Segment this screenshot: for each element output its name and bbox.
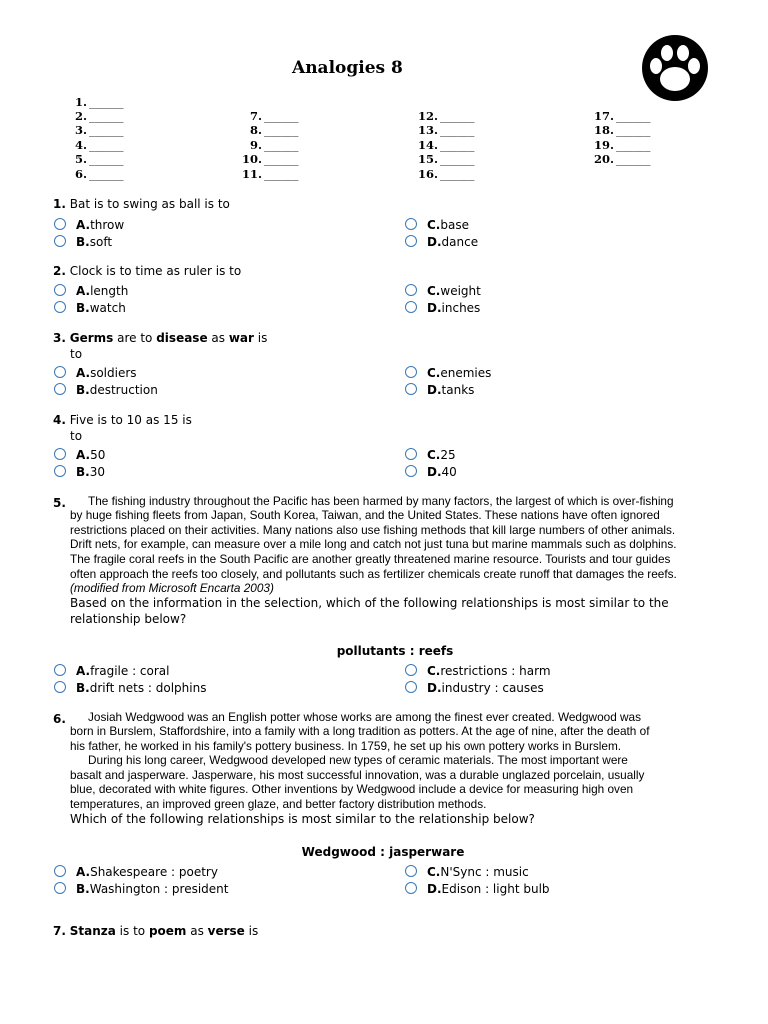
option-3c[interactable]: C.enemies bbox=[405, 366, 491, 381]
answer-slot[interactable]: 13. ______ bbox=[417, 123, 475, 137]
radio-button[interactable] bbox=[54, 284, 66, 296]
option-4d[interactable]: D.40 bbox=[405, 465, 457, 480]
radio-button[interactable] bbox=[405, 235, 417, 247]
radio-button[interactable] bbox=[405, 465, 417, 477]
question-3: 3. Germs are to disease as war is bbox=[53, 331, 268, 345]
radio-button[interactable] bbox=[405, 448, 417, 460]
passage-line: The fragile coral reefs in the South Pacific are another greatly threatened marine resource. Tourists and tour guides bbox=[70, 552, 671, 566]
question-4: 4. Five is to 10 as 15 is bbox=[53, 413, 192, 427]
passage-line: by huge fishing fleets from Japan, South Korea, Taiwan, and the United States. These nations have often ignored bbox=[70, 508, 660, 522]
passage-line: his father, he worked in his family's pottery business. In 1759, he set up his own pottery works in Burslem. bbox=[70, 739, 622, 753]
answer-slot[interactable]: 18. ______ bbox=[593, 123, 651, 137]
passage-line: Drift nets, for example, can measure over a mile long and catch not just tuna but marine mammals such as dolphins. bbox=[70, 537, 677, 551]
option-1a[interactable]: A.throw bbox=[54, 218, 124, 233]
answer-slot[interactable]: 10. ______ bbox=[241, 152, 299, 166]
option-5a[interactable]: A.fragile : coral bbox=[54, 664, 170, 679]
passage-line: blue, decorated with white figures. Other inventions by Wedgwood include a device for measuring high oven bbox=[70, 782, 634, 796]
radio-button[interactable] bbox=[54, 465, 66, 477]
question-5-number: 5. bbox=[53, 496, 66, 510]
option-1c[interactable]: C.base bbox=[405, 218, 469, 233]
radio-button[interactable] bbox=[405, 284, 417, 296]
question-4-continued: to bbox=[70, 429, 83, 443]
passage-line: Josiah Wedgwood was an English potter whose works are among the finest ever created. Wedgwood was bbox=[88, 710, 642, 724]
radio-button[interactable] bbox=[405, 664, 417, 676]
option-2a[interactable]: A.length bbox=[54, 284, 128, 299]
radio-button[interactable] bbox=[405, 865, 417, 877]
radio-button[interactable] bbox=[54, 218, 66, 230]
answer-slot[interactable]: 6. ______ bbox=[74, 167, 124, 181]
option-6d[interactable]: D.Edison : light bulb bbox=[405, 882, 550, 897]
passage-line: often approach the reefs too closely, and pollutants such as fertilizer chemicals create runoff that damages the reefs. bbox=[70, 567, 677, 581]
option-3d[interactable]: D.tanks bbox=[405, 383, 474, 398]
option-4b[interactable]: B.30 bbox=[54, 465, 105, 480]
question-2: 2. Clock is to time as ruler is to bbox=[53, 264, 242, 278]
passage-line: born in Burslem, Staffordshire, into a family with a long tradition as potters. At the age of nine, after the death of bbox=[70, 724, 650, 738]
answer-slot[interactable]: 1. ______ bbox=[74, 95, 124, 109]
option-5b[interactable]: B.drift nets : dolphins bbox=[54, 681, 206, 696]
answer-slot[interactable]: 16. ______ bbox=[417, 167, 475, 181]
answer-slot[interactable]: 7. ______ bbox=[249, 109, 299, 123]
paw-print-icon bbox=[641, 34, 709, 102]
option-4a[interactable]: A.50 bbox=[54, 448, 105, 463]
option-2d[interactable]: D.inches bbox=[405, 301, 480, 316]
question-7: 7. Stanza is to poem as verse is bbox=[53, 924, 259, 938]
answer-slot[interactable]: 3. ______ bbox=[74, 123, 124, 137]
radio-button[interactable] bbox=[54, 235, 66, 247]
answer-slot[interactable]: 17. ______ bbox=[593, 109, 651, 123]
option-6a[interactable]: A.Shakespeare : poetry bbox=[54, 865, 218, 880]
radio-button[interactable] bbox=[54, 865, 66, 877]
answer-slot[interactable]: 12. ______ bbox=[417, 109, 475, 123]
answer-slot[interactable]: 5. ______ bbox=[74, 152, 124, 166]
radio-button[interactable] bbox=[54, 882, 66, 894]
passage-citation: (modified from Microsoft Encarta 2003) bbox=[70, 581, 274, 595]
answer-slot[interactable]: 19. ______ bbox=[593, 138, 651, 152]
option-6c[interactable]: C.N'Sync : music bbox=[405, 865, 529, 880]
radio-button[interactable] bbox=[405, 218, 417, 230]
passage-line: temperatures, an improved green glaze, and better factory distribution methods. bbox=[70, 797, 487, 811]
question-5-pair: pollutants : reefs bbox=[336, 644, 454, 658]
radio-button[interactable] bbox=[54, 448, 66, 460]
radio-button[interactable] bbox=[405, 301, 417, 313]
radio-button[interactable] bbox=[54, 383, 66, 395]
radio-button[interactable] bbox=[54, 366, 66, 378]
page-title: Analogies 8 bbox=[292, 58, 403, 78]
option-1d[interactable]: D.dance bbox=[405, 235, 478, 250]
option-5c[interactable]: C.restrictions : harm bbox=[405, 664, 551, 679]
option-1b[interactable]: B.soft bbox=[54, 235, 112, 250]
answer-slot[interactable]: 4. ______ bbox=[74, 138, 124, 152]
option-2c[interactable]: C.weight bbox=[405, 284, 481, 299]
question-6-pair: Wedgwood : jasperware bbox=[301, 845, 465, 859]
radio-button[interactable] bbox=[54, 664, 66, 676]
option-3b[interactable]: B.destruction bbox=[54, 383, 158, 398]
option-4c[interactable]: C.25 bbox=[405, 448, 456, 463]
answer-slot[interactable]: 11. ______ bbox=[241, 167, 299, 181]
option-2b[interactable]: B.watch bbox=[54, 301, 126, 316]
passage-line: The fishing industry throughout the Pacific has been harmed by many factors, the largest of which is over-fishing bbox=[88, 494, 674, 508]
radio-button[interactable] bbox=[54, 681, 66, 693]
radio-button[interactable] bbox=[405, 366, 417, 378]
answer-slot[interactable]: 15. ______ bbox=[417, 152, 475, 166]
radio-button[interactable] bbox=[54, 301, 66, 313]
radio-button[interactable] bbox=[405, 383, 417, 395]
question-1: 1. Bat is to swing as ball is to bbox=[53, 197, 230, 211]
answer-slot[interactable]: 14. ______ bbox=[417, 138, 475, 152]
option-6b[interactable]: B.Washington : president bbox=[54, 882, 228, 897]
question-3-continued: to bbox=[70, 347, 83, 361]
passage-line: restrictions placed on their activities. Many nations also use fishing methods that kill large numbers of other animals. bbox=[70, 523, 676, 537]
radio-button[interactable] bbox=[405, 681, 417, 693]
question-6-number: 6. bbox=[53, 712, 66, 726]
answer-slot[interactable]: 20. ______ bbox=[593, 152, 651, 166]
answer-slot[interactable]: 9. ______ bbox=[249, 138, 299, 152]
answer-slot[interactable]: 8. ______ bbox=[249, 123, 299, 137]
radio-button[interactable] bbox=[405, 882, 417, 894]
passage-line: basalt and jasperware. Jasperware, his most successful innovation, was a durable unglazed porcelain, usually bbox=[70, 768, 645, 782]
passage-line: During his long career, Wedgwood developed new types of ceramic materials. The most important were bbox=[88, 753, 628, 767]
answer-slot[interactable]: 2. ______ bbox=[74, 109, 124, 123]
option-3a[interactable]: A.soldiers bbox=[54, 366, 137, 381]
option-5d[interactable]: D.industry : causes bbox=[405, 681, 544, 696]
